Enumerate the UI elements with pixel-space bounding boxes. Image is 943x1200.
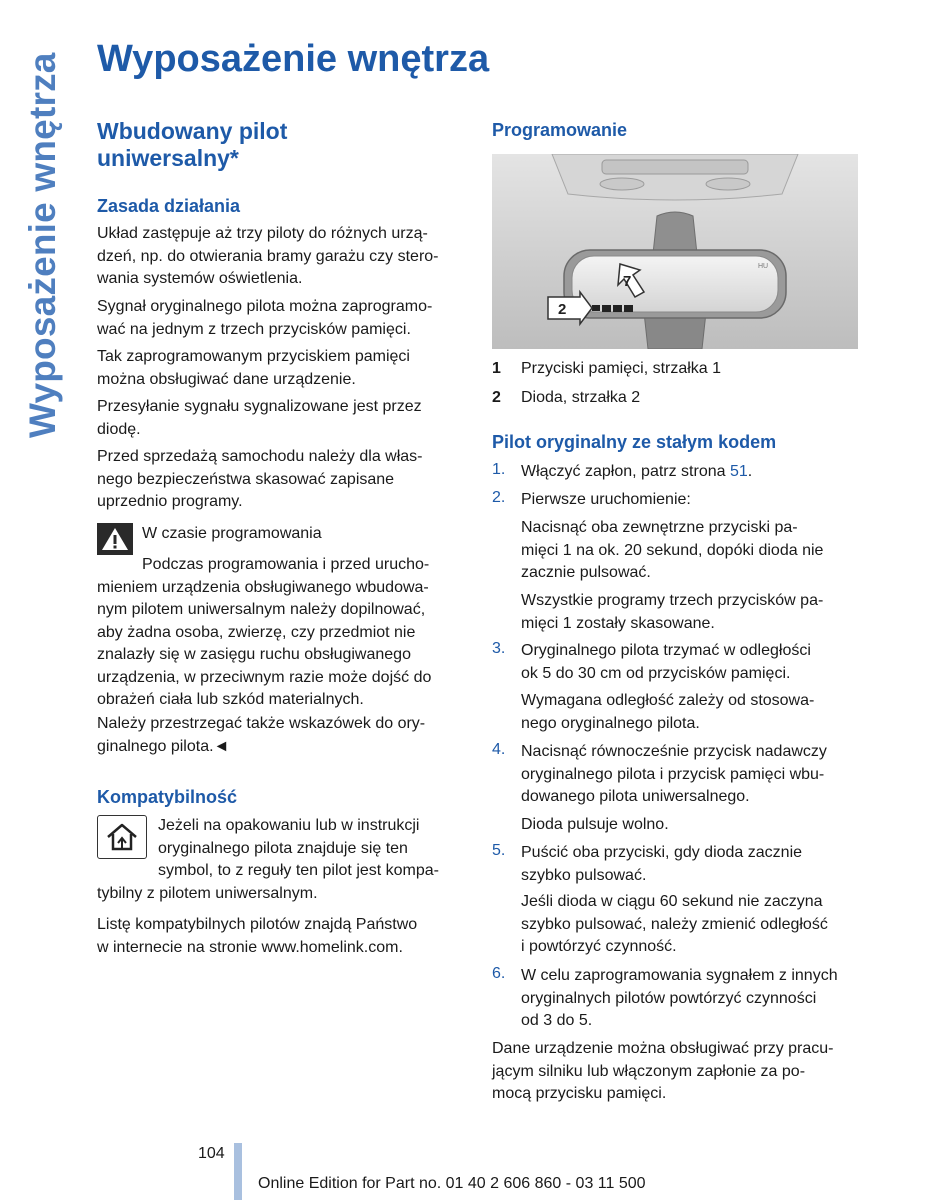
- step-number: 6.: [492, 965, 506, 982]
- warning-line: obrażeń ciała lub szkód materialnych.: [97, 691, 364, 708]
- step-number: 1.: [492, 461, 506, 478]
- memory-button: [592, 305, 600, 311]
- compat-line: symbol, to z reguły ten pilot jest kompa-: [158, 862, 440, 879]
- text-line: jącym silniku lub włączonym zapłonie za po-: [492, 1062, 806, 1080]
- text-line: Wszystkie programy trzech przycisków pa-: [521, 592, 824, 609]
- warning-line: znalazły się w zasięgu ruchu obsługiwanego: [97, 646, 411, 663]
- legend-text: Dioda, strzałka 2: [521, 389, 641, 406]
- compat-heading: Kompatybilność: [97, 787, 238, 807]
- text-line: ginalnego pilota.◄: [97, 737, 230, 755]
- warning-line: urządzenia, w przeciwnym razie może dojść do: [97, 668, 432, 686]
- legend-number: 2: [492, 389, 501, 406]
- section-title-line: Wbudowany pilot: [97, 118, 288, 144]
- step-number: 2.: [492, 489, 506, 506]
- step-number: 3.: [492, 640, 506, 657]
- text-line: Jeśli dioda w ciągu 60 sekund nie zaczyna: [521, 893, 823, 910]
- text-line: Sygnał oryginalnego pilota można zaprogramo-: [97, 298, 433, 315]
- paragraph: [97, 346, 465, 391]
- text-line: Listę kompatybilnych pilotów znajdą Państwo: [97, 916, 418, 933]
- text-line: ok 5 do 30 cm od przycisków pamięci.: [521, 664, 791, 682]
- text-line: Należy przestrzegać także wskazówek do ory-: [97, 715, 426, 732]
- text-line: szybko pulsować.: [521, 866, 647, 884]
- warning-triangle-icon: [97, 523, 133, 555]
- text-line: diodę.: [97, 420, 141, 438]
- text-line: dowanego pilota uniwersalnego.: [521, 788, 750, 805]
- warning-line: Podczas programowania i przed urucho-: [142, 556, 430, 573]
- step-number: 5.: [492, 842, 506, 859]
- text-line: Oryginalnego pilota trzymać w odległości: [521, 642, 811, 659]
- text-line: Przesyłanie sygnału sygnalizowane jest przez: [97, 398, 422, 415]
- text-line: oryginalnego pilota i przycisk pamięci wbu-: [521, 765, 825, 783]
- text-line: uprzednio programy.: [97, 493, 243, 510]
- text-line: wać na jednym z trzech przycisków pamięci.: [97, 320, 411, 338]
- paragraph: [97, 223, 465, 291]
- step-2-sub2: [521, 590, 860, 635]
- step-2-text: [521, 489, 860, 512]
- compat-block: [97, 815, 465, 905]
- text-line: nego bezpieczeństwa skasować zapisane: [97, 470, 395, 488]
- legend-number: 1: [492, 360, 501, 377]
- warning-title: W czasie programowania: [142, 525, 322, 542]
- text-line: wania systemów oświetlenia.: [97, 270, 303, 287]
- text-line: dzeń, np. do otwierania bramy garażu czy stero-: [97, 247, 439, 265]
- step-5-text: [521, 842, 860, 887]
- step-4-sub: [521, 814, 860, 837]
- page-title: Wyposażenie wnętrza: [97, 38, 490, 80]
- memory-button: [602, 305, 611, 312]
- step-3-sub: [521, 690, 860, 735]
- programming-heading: Programowanie: [492, 120, 628, 140]
- text-line: Układ zastępuje aż trzy piloty do różnych urzą-: [97, 225, 428, 242]
- step-6-text: [521, 965, 860, 1033]
- principle-heading: Zasada działania: [97, 196, 241, 216]
- fixed-code-heading: Pilot oryginalny ze stałym kodem: [492, 432, 777, 452]
- text-line: Nacisnąć oba zewnętrzne przyciski pa-: [521, 519, 798, 536]
- memory-button: [624, 305, 633, 312]
- figure-code-label: HU: [758, 263, 769, 270]
- step-3-text: [521, 640, 860, 685]
- mirror-figure: [492, 154, 858, 349]
- step-text: Włączyć zapłon, patrz strona: [521, 463, 730, 480]
- section-title: [97, 118, 465, 172]
- text-line: Nacisnąć równocześnie przycisk nadawczy: [521, 743, 827, 760]
- footer-bar: [234, 1143, 242, 1200]
- legend-text: Przyciski pamięci, strzałka 1: [521, 360, 722, 377]
- edition-note: Online Edition for Part no. 01 40 2 606 860 - 03 11 500: [258, 1175, 646, 1192]
- compat-line: Jeżeli na opakowaniu lub w instrukcji: [158, 817, 420, 834]
- text-line: szybko pulsować, należy zmienić odległość: [521, 915, 828, 933]
- homelink-house-icon: [97, 815, 147, 859]
- text-line: Dane urządzenie można obsługiwać przy pracu-: [492, 1040, 834, 1057]
- closing-paragraph: [492, 1038, 860, 1106]
- text-line: Wymagana odległość zależy od stosowa-: [521, 692, 815, 709]
- note-paragraph: [97, 713, 465, 758]
- warning-block: [97, 523, 465, 713]
- text-line: zacznie pulsować.: [521, 564, 651, 581]
- text-line: i powtórzyć czynność.: [521, 938, 677, 955]
- paragraph: [97, 296, 465, 341]
- step-5-sub: [521, 891, 860, 959]
- warning-line: mieniem urządzenia obsługiwanego wbudowa-: [97, 578, 429, 596]
- text-line: mięci 1 na ok. 20 sekund, dopóki dioda nie: [521, 541, 824, 559]
- compat-line: oryginalnego pilota znajduje się ten: [158, 839, 408, 857]
- step-1-text: [521, 461, 860, 484]
- warning-line: nym pilotem uniwersalnym należy dopilnować,: [97, 601, 426, 618]
- page-link[interactable]: 51: [729, 463, 748, 480]
- text-line: nego oryginalnego pilota.: [521, 714, 700, 732]
- side-chapter-tab: [18, 42, 64, 442]
- side-chapter-label: Wyposażenie wnętrza: [22, 52, 63, 438]
- mirror-illustration: [492, 154, 858, 349]
- compat-line: tybilny z pilotem uniwersalnym.: [97, 884, 318, 902]
- section-title-line: uniwersalny*: [97, 145, 239, 171]
- paragraph: [97, 446, 465, 514]
- text-line: mięci 1 zostały skasowane.: [521, 614, 715, 632]
- text-line: Tak zaprogramowanym przyciskiem pamięci: [97, 348, 410, 365]
- step-4-text: [521, 741, 860, 809]
- step-number: 4.: [492, 741, 506, 758]
- arrow-label-2: 2: [558, 301, 567, 318]
- text-line: mocą przycisku pamięci.: [492, 1085, 667, 1102]
- text-line: w internecie na stronie www.homelink.com.: [97, 938, 403, 956]
- text-line: od 3 do 5.: [521, 1012, 593, 1029]
- text-line: Puścić oba przyciski, gdy dioda zacznie: [521, 844, 803, 861]
- page-number: 104: [198, 1145, 225, 1162]
- step-2-sub1: [521, 517, 860, 585]
- list-paragraph: [97, 914, 465, 959]
- memory-button: [613, 305, 622, 312]
- step-text-end: .: [747, 463, 753, 480]
- paragraph: [97, 396, 465, 441]
- text-line: Dioda pulsuje wolno.: [521, 816, 669, 833]
- text-line: można obsługiwać dane urządzenie.: [97, 370, 356, 388]
- text-line: oryginalnych pilotów powtórzyć czynności: [521, 989, 817, 1007]
- text-line: Przed sprzedażą samochodu należy dla włas-: [97, 448, 423, 465]
- text-line: W celu zaprogramowania sygnałem z innych: [521, 967, 838, 984]
- arrow-label-1: 7: [623, 273, 632, 290]
- text-line: Pierwsze uruchomienie:: [521, 491, 691, 508]
- warning-line: aby żadna osoba, zwierzę, czy przedmiot nie: [97, 623, 416, 641]
